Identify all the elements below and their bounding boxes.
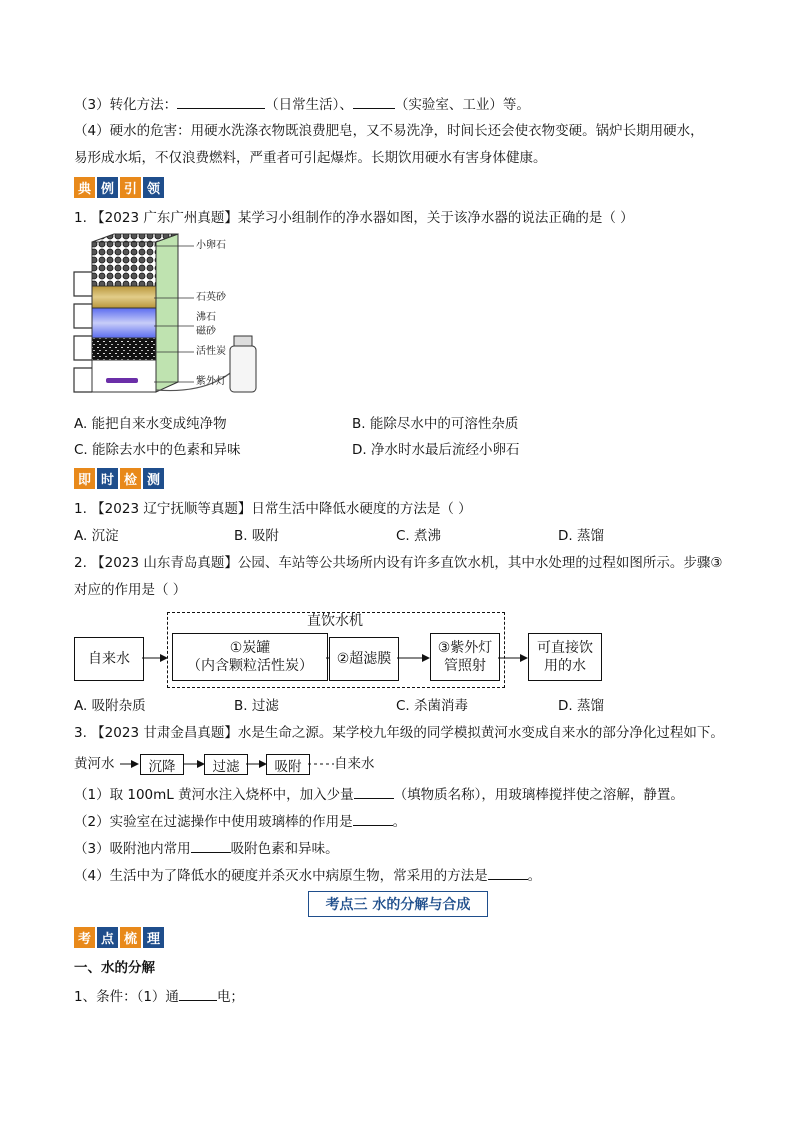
q3-part3-b: 吸附色素和异味。 <box>230 841 339 857</box>
q2-stem-2: 对应的作用是（ ） <box>74 582 187 598</box>
q3-part2-a: （2）实验室在过滤操作中使用玻璃棒的作用是 <box>74 814 353 830</box>
q2-option-c: C. 杀菌消毒 <box>396 698 469 714</box>
blank-q3-2 <box>353 811 393 826</box>
q3-part4 <box>74 865 541 886</box>
badge-char: 时 <box>97 468 118 489</box>
label-quartz-sand: 石英砂 <box>196 292 226 303</box>
blank-q3-3 <box>191 838 231 853</box>
badge-char: 检 <box>120 468 141 489</box>
example-option-c: C. 能除去水中的色素和异味 <box>74 442 241 458</box>
q2-option-a: A. 吸附杂质 <box>74 698 146 714</box>
blank-q3-4 <box>488 865 528 880</box>
text-daily-life: （日常生活）、 <box>265 97 353 113</box>
q2-stem: 2. 【2023 山东青岛真题】公园、车站等公共场所内设有许多直饮水机，其中水处理的过程如图所示。步骤③ <box>74 555 723 571</box>
example-question-stem: 1. 【2023 广东广州真题】某学习小组制作的净水器如图，关于该净水器的说法正确的是（ ） <box>74 210 634 226</box>
q2-option-b: B. 过滤 <box>234 698 279 714</box>
line-hard-water-harm-2: 易形成水垢，不仅浪费燃料，严重者可引起爆炸。长期饮用硬水有害身体健康。 <box>74 150 547 166</box>
q3-part1 <box>74 784 684 805</box>
q2-option-d: D. 蒸馏 <box>558 698 604 714</box>
q1-option-c: C. 煮沸 <box>396 528 442 544</box>
badge-char: 引 <box>120 177 141 198</box>
line-hard-water-harm: （4）硬水的危害：用硬水洗涤衣物既浪费肥皂，又不易洗净，时间长还会使衣物变硬。锅炉长期用硬水， <box>74 123 704 139</box>
blank-q3-1 <box>354 784 394 799</box>
drinkable-label: 可直接饮 <box>537 640 593 656</box>
q3-stem: 3. 【2023 甘肃金昌真题】水是生命之源。某学校九年级的同学模拟黄河水变成自来水的部分净化过程如下。 <box>74 725 724 741</box>
step1-label: ①炭罐 <box>229 640 271 656</box>
badge-review <box>74 927 164 948</box>
label-pebbles: 小卵石 <box>196 240 226 251</box>
q3-part4-b: 。 <box>527 868 542 884</box>
label-uv-lamp: 紫外灯 <box>196 376 226 387</box>
q3-part2-b: 。 <box>392 814 407 830</box>
q3-step-filtration: 过滤 <box>204 754 248 775</box>
badge-char: 即 <box>74 468 95 489</box>
badge-char: 领 <box>143 177 164 198</box>
step1-sub: （内含颗粒活性炭） <box>187 658 313 674</box>
text-lab: （实验室、工业）等。 <box>394 97 530 113</box>
badge-char: 例 <box>97 177 118 198</box>
q1-option-a: A. 沉淀 <box>74 528 119 544</box>
q3-part3 <box>74 838 339 859</box>
badge-char: 梳 <box>120 927 141 948</box>
example-option-d: D. 净水时水最后流经小卵石 <box>352 442 520 458</box>
q1-option-b: B. 吸附 <box>234 528 279 544</box>
decomp-condition <box>74 986 244 1007</box>
label-zeolite: 沸石 <box>196 312 216 323</box>
tap-water-box: 自来水 <box>74 637 144 681</box>
step3-label: ③紫外灯 <box>437 640 493 656</box>
decomp-condition-b: 电； <box>216 989 244 1005</box>
example-option-a: A. 能把自来水变成纯净物 <box>74 416 227 432</box>
badge-char: 点 <box>97 927 118 948</box>
drinkable-sub: 用的水 <box>544 658 586 674</box>
q3-part3-a: （3）吸附池内常用 <box>74 841 191 857</box>
label-activated-carbon: 活性炭 <box>196 346 226 357</box>
section-title: 考点三 水的分解与合成 <box>308 891 488 917</box>
badge-char: 典 <box>74 177 95 198</box>
label-magnetic-sand: 磁砂 <box>196 326 216 337</box>
q1-option-d: D. 蒸馏 <box>558 528 604 544</box>
heading-water-decomposition: 一、水的分解 <box>74 960 155 976</box>
step3-sub: 管照射 <box>444 658 486 674</box>
machine-title: 直饮水机 <box>307 613 363 629</box>
blank-decomp <box>179 986 217 1001</box>
q3-step-sedimentation: 沉降 <box>140 754 184 775</box>
q3-part1-b: （填物质名称），用玻璃棒搅拌使之溶解，静置。 <box>393 787 684 803</box>
q3-part4-a: （4）生活中为了降低水的硬度并杀灭水中病原生物，常采用的方法是 <box>74 868 488 884</box>
text-conversion-label: （3）转化方法： <box>74 97 178 113</box>
q3-tap-water: 自来水 <box>334 756 375 772</box>
q3-part2 <box>74 811 406 832</box>
q3-step-adsorption: 吸附 <box>266 754 310 775</box>
badge-char: 理 <box>143 927 164 948</box>
example-option-b: B. 能除尽水中的可溶性杂质 <box>352 416 519 432</box>
step2-ultrafilter-box: ②超滤膜 <box>329 637 399 681</box>
q1-stem: 1. 【2023 辽宁抚顺等真题】日常生活中降低水硬度的方法是（ ） <box>74 501 472 517</box>
badge-char: 考 <box>74 927 95 948</box>
badge-char: 测 <box>143 468 164 489</box>
q3-source: 黄河水 <box>74 756 115 772</box>
q3-part1-a: （1）取 100mL 黄河水注入烧杯中，加入少量 <box>74 787 354 803</box>
decomp-condition-a: 1、条件：（1）通 <box>74 989 179 1005</box>
